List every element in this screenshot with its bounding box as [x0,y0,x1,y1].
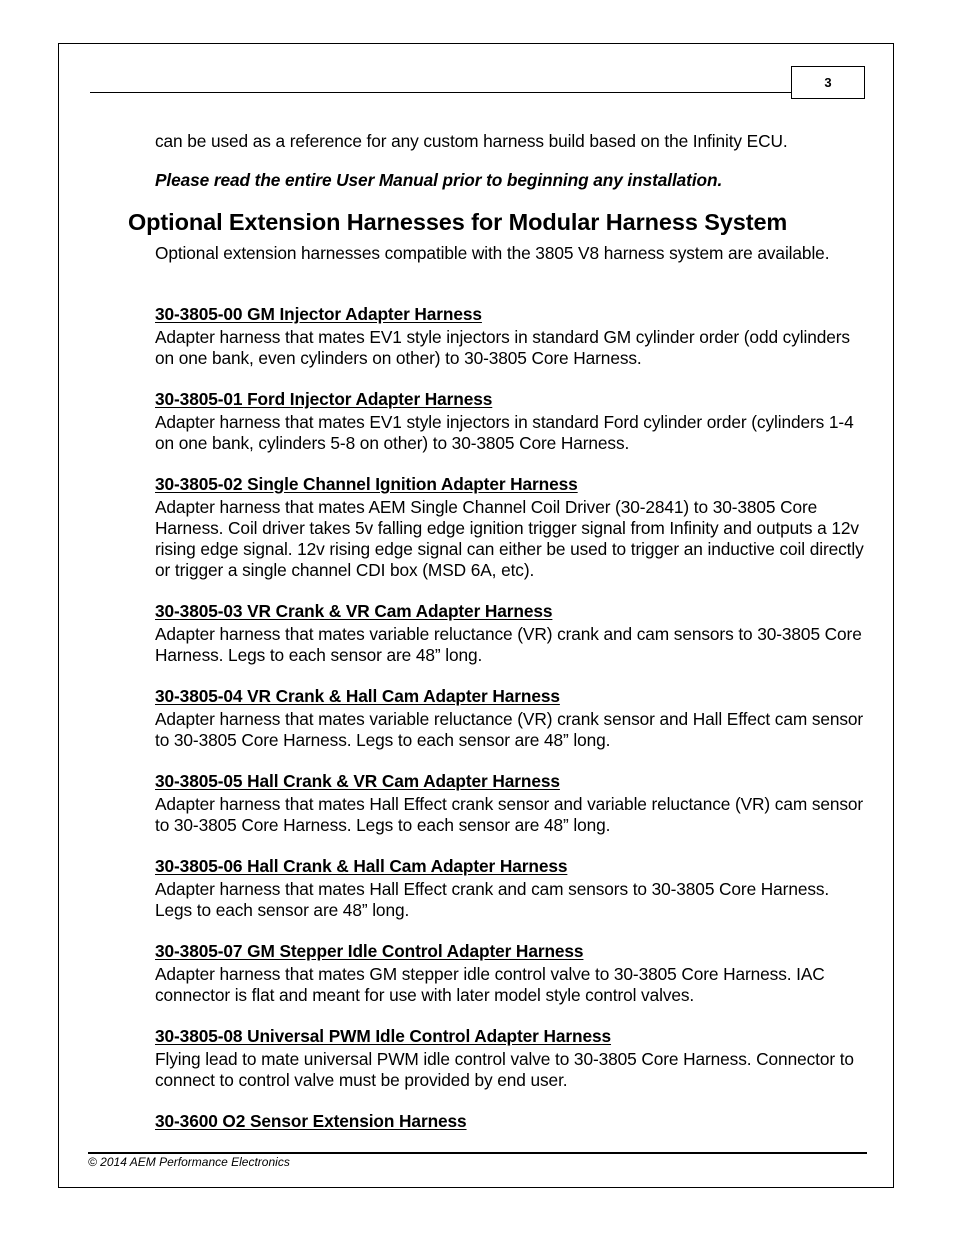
harness-item [155,856,865,921]
harness-title[interactable]: 30-3805-00 GM Injector Adapter Harness [155,304,482,324]
installation-warning: Please read the entire User Manual prior to beginning any installation. [155,170,723,190]
intro-block [155,131,875,191]
page-number: 3 [791,66,865,99]
harness-description: Adapter harness that mates EV1 style injectors in standard GM cylinder order (odd cylinders on one bank, even cylinders on other) to 30-3805 Core Harness. [155,327,850,368]
harness-item [155,771,865,836]
harness-item [155,1111,865,1132]
harness-description: Adapter harness that mates GM stepper idle control valve to 30-3805 Core Harness. IAC connector is flat and meant for use with later model style control valves. [155,964,825,1005]
section-description: Optional extension harnesses compatible with the 3805 V8 harness system are available. [155,243,830,263]
harness-title[interactable]: 30-3805-05 Hall Crank & VR Cam Adapter Harness [155,771,560,791]
harness-title[interactable]: 30-3600 O2 Sensor Extension Harness [155,1111,467,1131]
harness-list [155,304,865,1152]
footer-rule [88,1152,867,1154]
harness-item [155,941,865,1006]
harness-description: Adapter harness that mates AEM Single Channel Coil Driver (30-2841) to 30-3805 Core Harness. Coil driver takes 5v falling edge ignition trigger signal from Infinity and outputs a 12v rising edge signal. 12v rising edge signal can either be used to trigger an inductive coil directly or trigger a single channel CDI box (MSD 6A, etc). [155,497,864,580]
harness-item [155,389,865,454]
harness-description: Adapter harness that mates variable reluctance (VR) crank and cam sensors to 30-3805 Core Harness. Legs to each sensor are 48” long. [155,624,862,665]
harness-title[interactable]: 30-3805-07 GM Stepper Idle Control Adapter Harness [155,941,584,961]
harness-item [155,304,865,369]
harness-title[interactable]: 30-3805-01 Ford Injector Adapter Harness [155,389,493,409]
harness-description: Adapter harness that mates variable reluctance (VR) crank sensor and Hall Effect cam sensor to 30-3805 Core Harness. Legs to each sensor are 48” long. [155,709,864,750]
harness-title[interactable]: 30-3805-08 Universal PWM Idle Control Adapter Harness [155,1026,612,1046]
intro-continuation: can be used as a reference for any custom harness build based on the Infinity ECU. [155,131,788,151]
harness-title[interactable]: 30-3805-02 Single Channel Ignition Adapter Harness [155,474,578,494]
harness-item [155,474,865,581]
harness-description: Adapter harness that mates Hall Effect crank sensor and variable reluctance (VR) cam sensor to 30-3805 Core Harness. Legs to each sensor are 48” long. [155,794,864,835]
header-rule [90,92,792,93]
harness-title[interactable]: 30-3805-06 Hall Crank & Hall Cam Adapter Harness [155,856,568,876]
section-title: Optional Extension Harnesses for Modular Harness System [128,209,788,235]
harness-item [155,686,865,751]
footer-copyright: © 2014 AEM Performance Electronics [88,1155,290,1169]
harness-title[interactable]: 30-3805-04 VR Crank & Hall Cam Adapter Harness [155,686,560,706]
harness-title[interactable]: 30-3805-03 VR Crank & VR Cam Adapter Harness [155,601,553,621]
harness-description: Flying lead to mate universal PWM idle control valve to 30-3805 Core Harness. Connector to connect to control valve must be provided by end user. [155,1049,854,1090]
harness-description: Adapter harness that mates Hall Effect crank and cam sensors to 30-3805 Core Harness. Legs to each sensor are 48” long. [155,879,830,920]
harness-item [155,601,865,666]
harness-description: Adapter harness that mates EV1 style injectors in standard Ford cylinder order (cylinders 1-4 on one bank, cylinders 5-8 on other) to 30-3805 Core Harness. [155,412,854,453]
harness-item [155,1026,865,1091]
